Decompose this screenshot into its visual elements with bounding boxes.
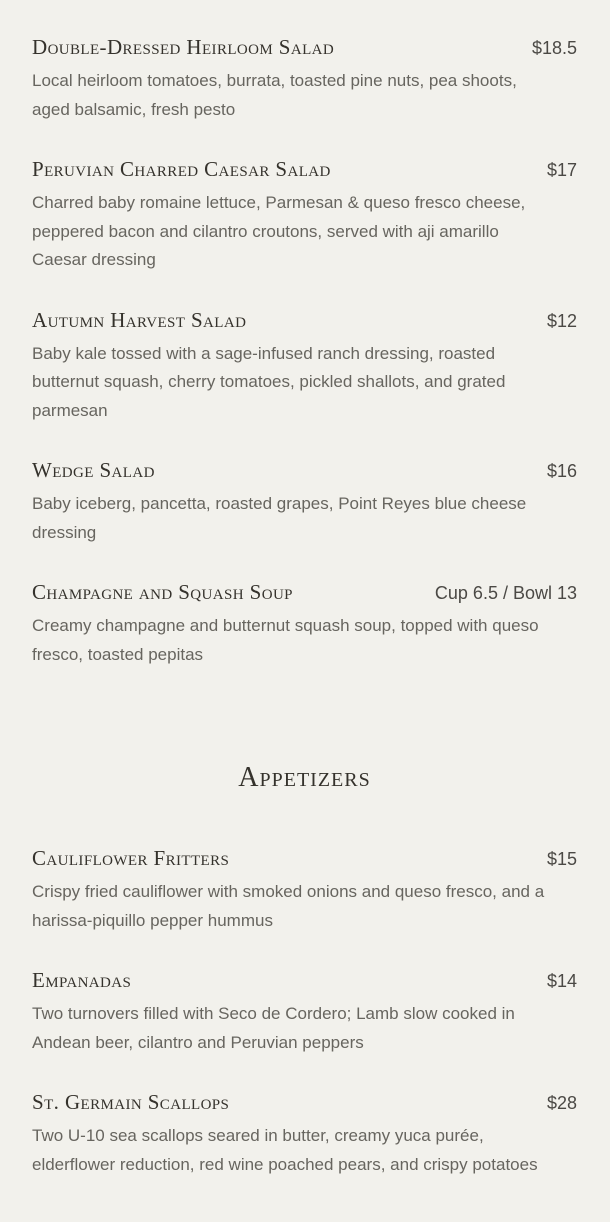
menu-item-price: $16 — [546, 461, 577, 481]
menu-item — [32, 36, 577, 124]
menu-item-price: $28 — [546, 1093, 577, 1113]
menu-item-header — [32, 581, 577, 604]
menu-item — [32, 158, 577, 275]
menu-item — [32, 581, 577, 669]
menu-item-name: Cauliflower Fritters — [32, 846, 230, 870]
menu-item — [32, 309, 577, 426]
menu-page — [32, 36, 577, 1179]
menu-item-price: Cup 6.5 / Bowl 13 — [434, 583, 577, 603]
section-heading-appetizers: Appetizers — [238, 762, 371, 793]
menu-item-name: Wedge Salad — [32, 458, 155, 482]
menu-item-header — [32, 309, 577, 332]
menu-item-price: $14 — [546, 971, 577, 991]
menu-item — [32, 847, 577, 935]
menu-item-header — [32, 969, 577, 992]
menu-item-description: Creamy champagne and butternut squash soup, topped with queso fresco, toasted pepitas — [32, 616, 539, 664]
menu-item-price: $12 — [546, 310, 577, 331]
menu-item-header — [32, 459, 577, 482]
menu-item-name: Double-Dressed Heirloom Salad — [32, 35, 335, 59]
menu-item-header — [32, 158, 577, 181]
menu-item-header — [32, 847, 577, 870]
menu-item-description: Charred baby romaine lettuce, Parmesan & queso fresco cheese, peppered bacon and cilantro croutons, served with aji amarillo Caesar dressing — [32, 193, 526, 269]
menu-item-name: Autumn Harvest Salad — [32, 307, 247, 332]
menu-item-description: Crispy fried cauliflower with smoked onions and queso fresco, and a harissa-piquillo pepper hummus — [32, 882, 545, 930]
menu-section-salads-soups — [32, 36, 577, 669]
menu-section-appetizers — [32, 761, 577, 1179]
menu-item-description: Two U-10 sea scallops seared in butter, creamy yuca purée, elderflower reduction, red wine poached pears, and crispy potatoes — [32, 1126, 538, 1174]
menu-item-description: Baby kale tossed with a sage-infused ranch dressing, roasted butternut squash, cherry tomatoes, pickled shallots, and grated parmesan — [32, 343, 506, 420]
menu-item-description: Local heirloom tomatoes, burrata, toasted pine nuts, pea shoots, aged balsamic, fresh pesto — [32, 71, 517, 119]
menu-item-name: Champagne and Squash Soup — [32, 580, 293, 604]
menu-item-name: Peruvian Charred Caesar Salad — [32, 157, 331, 181]
menu-item-header — [32, 36, 577, 59]
menu-item — [32, 969, 577, 1057]
menu-item-name: St. Germain Scallops — [32, 1090, 230, 1114]
menu-item-price: $17 — [546, 160, 577, 180]
menu-item-header — [32, 1091, 577, 1114]
menu-item-description: Two turnovers filled with Seco de Cordero; Lamb slow cooked in Andean beer, cilantro and Peruvian peppers — [32, 1004, 515, 1052]
menu-item-name: Empanadas — [32, 968, 132, 992]
menu-item — [32, 1091, 577, 1179]
menu-item-price: $18.5 — [531, 38, 577, 58]
menu-item-price: $15 — [546, 849, 577, 869]
menu-item-description: Baby iceberg, pancetta, roasted grapes, Point Reyes blue cheese dressing — [32, 494, 527, 542]
menu-item — [32, 459, 577, 547]
